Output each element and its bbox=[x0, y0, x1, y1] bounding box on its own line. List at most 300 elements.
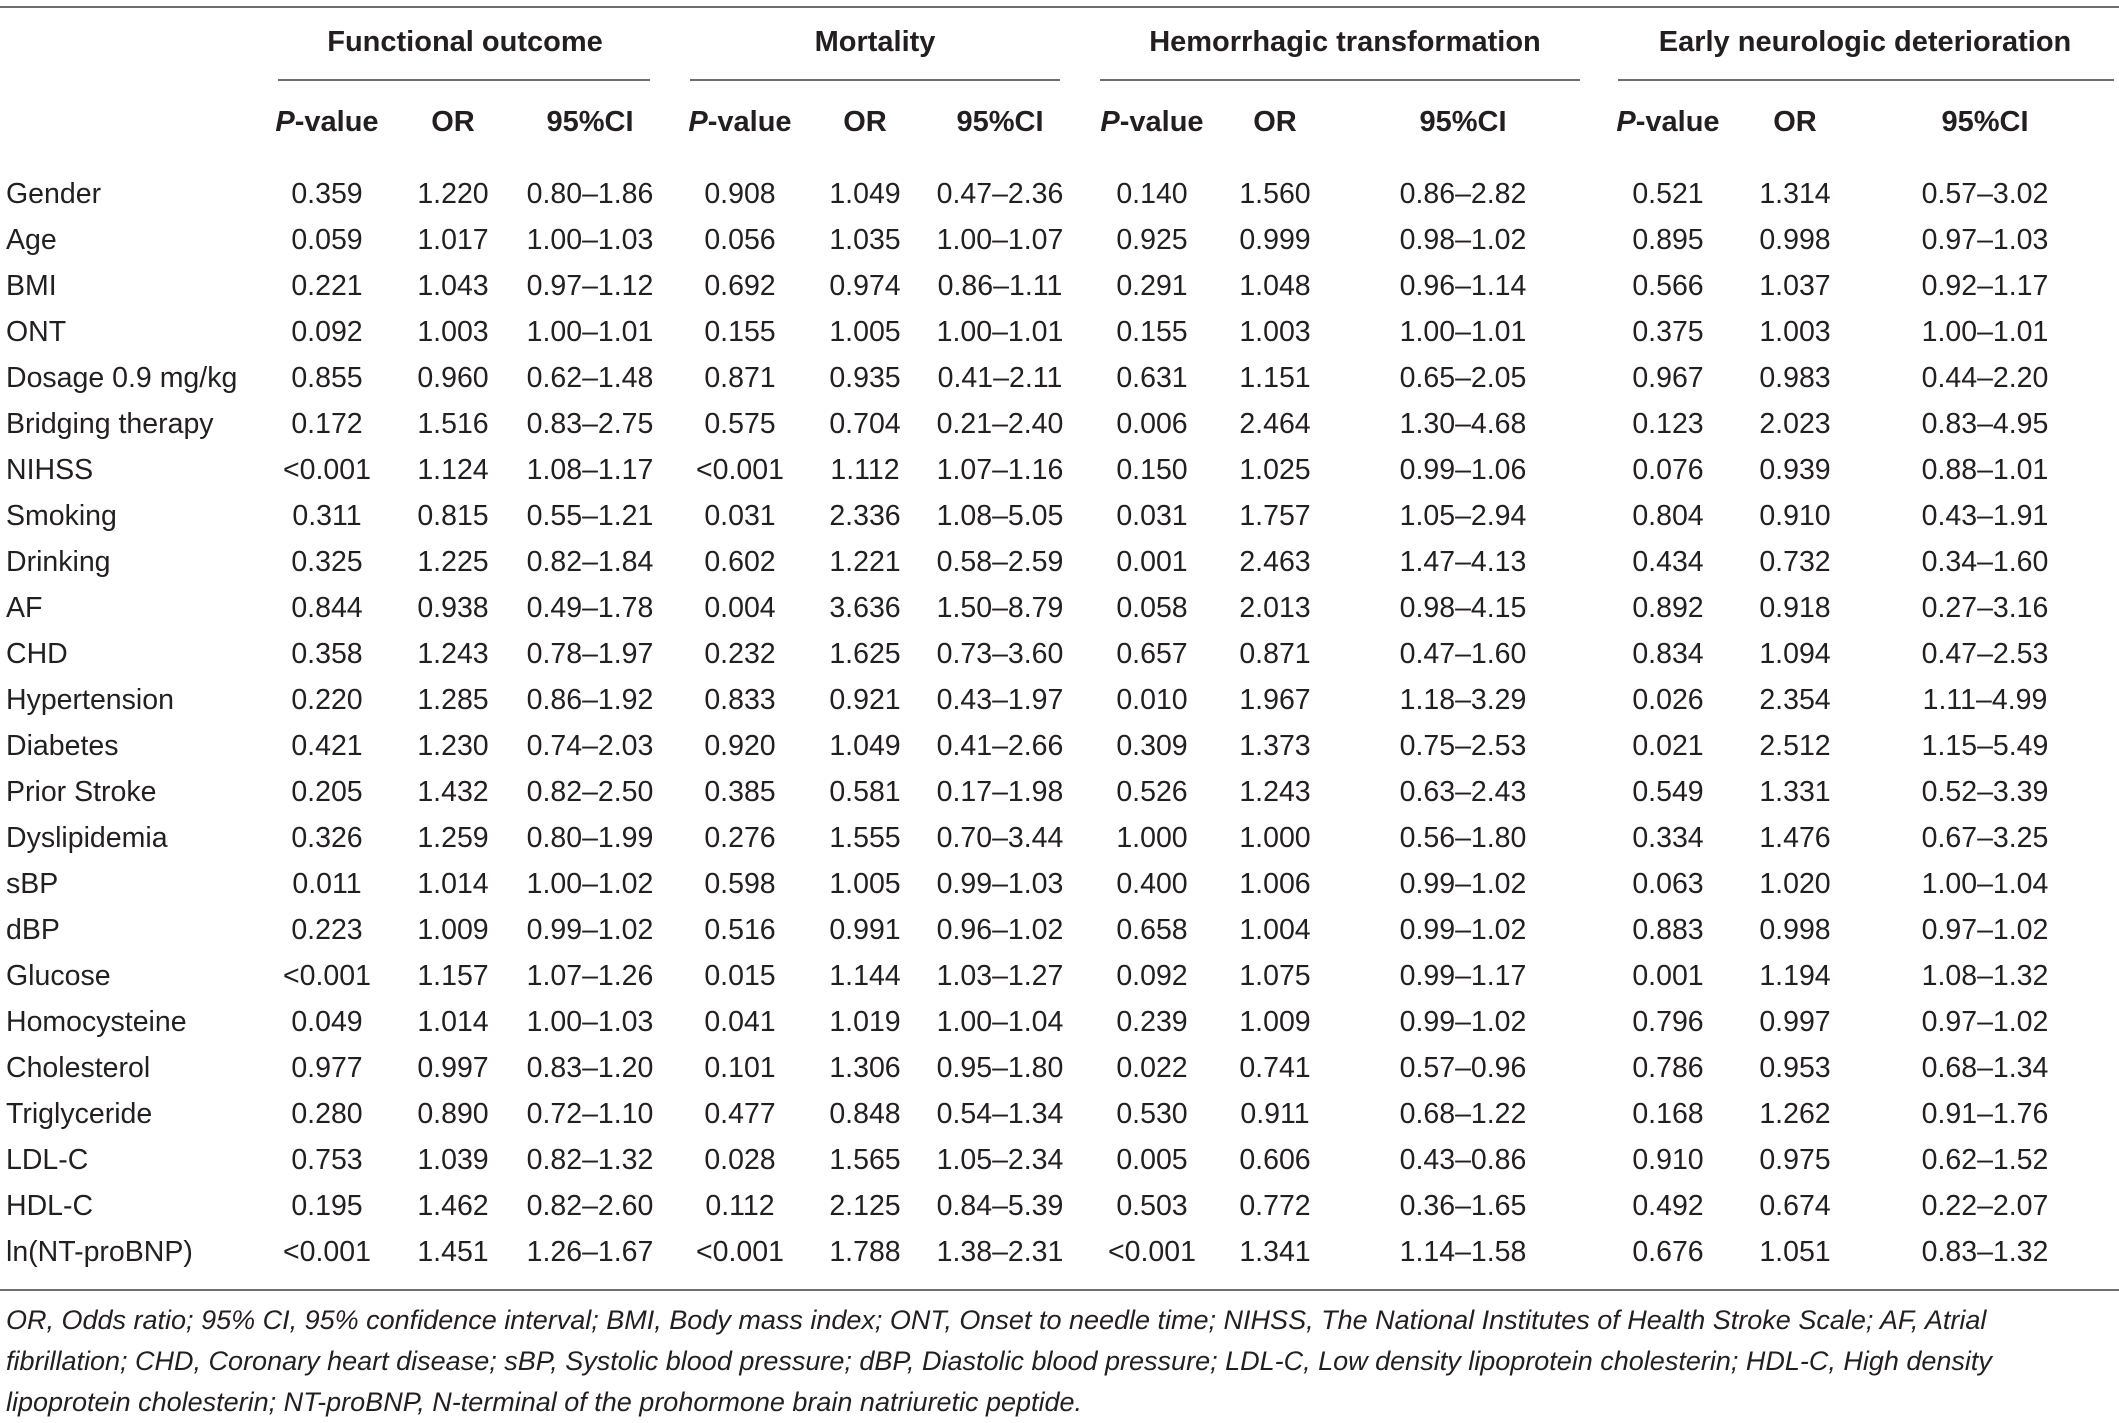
cell-or: 1.112 bbox=[830, 454, 900, 486]
table-row bbox=[0, 1137, 2119, 1183]
row-label: Bridging therapy bbox=[6, 408, 214, 440]
cell-95ci: 1.30–4.68 bbox=[1399, 408, 1527, 440]
cell-95ci: 1.47–4.13 bbox=[1399, 546, 1527, 578]
cell-or: 1.194 bbox=[1759, 960, 1831, 992]
table-row bbox=[0, 999, 2119, 1045]
cell-95ci: 0.62–1.52 bbox=[1921, 1144, 2049, 1176]
cell-95ci: 0.36–1.65 bbox=[1399, 1190, 1527, 1222]
cell-95ci: 0.86–1.11 bbox=[937, 270, 1063, 302]
column-header-or: OR bbox=[431, 106, 475, 138]
cell-or: 3.636 bbox=[829, 592, 901, 624]
cell-p-value: 0.434 bbox=[1632, 546, 1704, 578]
table-top-rule bbox=[0, 6, 2119, 8]
cell-95ci: 0.97–1.02 bbox=[1921, 1006, 2049, 1038]
cell-95ci: 1.11–4.99 bbox=[1922, 684, 2048, 716]
cell-95ci: 0.98–4.15 bbox=[1399, 592, 1527, 624]
cell-p-value: 0.001 bbox=[1632, 960, 1704, 992]
cell-or: 1.035 bbox=[829, 224, 901, 256]
cell-or: 1.014 bbox=[417, 868, 489, 900]
cell-p-value: 0.031 bbox=[1116, 500, 1188, 532]
group-title-mortality: Mortality bbox=[814, 26, 936, 58]
row-label: Gender bbox=[6, 178, 102, 210]
cell-p-value: 0.855 bbox=[291, 362, 363, 394]
table-row bbox=[0, 355, 2119, 401]
cell-or: 0.848 bbox=[829, 1098, 901, 1130]
cell-95ci: 0.47–1.60 bbox=[1399, 638, 1527, 670]
cell-or: 1.005 bbox=[829, 868, 901, 900]
cell-p-value: 0.092 bbox=[1116, 960, 1188, 992]
cell-p-value: 0.309 bbox=[1116, 730, 1188, 762]
cell-or: 1.516 bbox=[417, 408, 489, 440]
cell-p-value: 0.334 bbox=[1632, 822, 1704, 854]
cell-or: 1.151 bbox=[1239, 362, 1311, 394]
cell-or: 1.432 bbox=[417, 776, 489, 808]
cell-or: 1.051 bbox=[1759, 1236, 1831, 1268]
column-header-p-value: P-value bbox=[688, 106, 792, 138]
table-row bbox=[0, 1183, 2119, 1229]
cell-95ci: 0.54–1.34 bbox=[936, 1098, 1064, 1130]
cell-or: 1.000 bbox=[1239, 822, 1311, 854]
row-label: Prior Stroke bbox=[6, 776, 157, 808]
cell-95ci: 1.05–2.94 bbox=[1399, 500, 1527, 532]
cell-95ci: 0.70–3.44 bbox=[936, 822, 1064, 854]
cell-95ci: 1.00–1.03 bbox=[526, 224, 654, 256]
cell-or: 0.997 bbox=[417, 1052, 489, 1084]
cell-p-value: 0.385 bbox=[704, 776, 776, 808]
row-label: Dyslipidemia bbox=[6, 822, 168, 854]
column-header-p-value: P-value bbox=[1100, 106, 1204, 138]
cell-95ci: 0.34–1.60 bbox=[1921, 546, 2049, 578]
cell-p-value: 0.150 bbox=[1116, 454, 1188, 486]
table-row bbox=[0, 539, 2119, 585]
cell-p-value: 0.112 bbox=[705, 1190, 775, 1222]
cell-p-value: 0.232 bbox=[704, 638, 776, 670]
cell-p-value: 0.076 bbox=[1632, 454, 1704, 486]
cell-or: 2.023 bbox=[1759, 408, 1831, 440]
cell-95ci: 0.21–2.40 bbox=[936, 408, 1064, 440]
column-header-p-value: P-value bbox=[1616, 106, 1720, 138]
cell-or: 0.991 bbox=[829, 914, 901, 946]
table-footnote: OR, Odds ratio; 95% CI, 95% confidence interval; BMI, Body mass index; ONT, Onset to needle time; NIHSS, The National Institutes of Health Stroke Scale; AF, Atrial fibrillation; CHD, Coronary heart disease; sBP, Systolic blood pressure; dBP, Diastolic blood pressure; LDL-C, Low density lipoprotein cholesterin; HDL-C, High density lipoprotein cholesterin; NT-proBNP, N-terminal of the prohormone brain natriuretic peptide. bbox=[6, 1305, 1992, 1417]
cell-p-value: 0.549 bbox=[1632, 776, 1704, 808]
cell-or: 1.462 bbox=[417, 1190, 489, 1222]
cell-p-value: 0.375 bbox=[1632, 316, 1704, 348]
cell-or: 1.019 bbox=[829, 1006, 901, 1038]
cell-or: 0.741 bbox=[1239, 1052, 1311, 1084]
cell-or: 1.757 bbox=[1239, 500, 1311, 532]
cell-95ci: 0.68–1.34 bbox=[1921, 1052, 2049, 1084]
cell-p-value: 0.291 bbox=[1116, 270, 1188, 302]
group-underline bbox=[278, 79, 650, 81]
cell-p-value: 0.602 bbox=[704, 546, 776, 578]
cell-95ci: 0.97–1.12 bbox=[526, 270, 654, 302]
cell-or: 1.788 bbox=[829, 1236, 901, 1268]
cell-p-value: <0.001 bbox=[283, 454, 371, 486]
row-label: AF bbox=[6, 592, 43, 624]
cell-p-value: 0.010 bbox=[1116, 684, 1188, 716]
cell-p-value: 0.920 bbox=[704, 730, 776, 762]
cell-or: 1.009 bbox=[417, 914, 489, 946]
cell-p-value: 0.566 bbox=[1632, 270, 1704, 302]
cell-p-value: 0.492 bbox=[1632, 1190, 1704, 1222]
cell-95ci: 0.99–1.03 bbox=[936, 868, 1064, 900]
cell-p-value: 0.503 bbox=[1116, 1190, 1188, 1222]
cell-95ci: 1.00–1.03 bbox=[526, 1006, 654, 1038]
cell-p-value: 0.058 bbox=[1116, 592, 1188, 624]
cell-95ci: 1.00–1.01 bbox=[936, 316, 1064, 348]
cell-95ci: 1.08–1.17 bbox=[526, 454, 654, 486]
cell-95ci: 1.00–1.01 bbox=[1399, 316, 1527, 348]
column-header-95ci: 95%CI bbox=[1941, 106, 2029, 138]
cell-p-value: 0.059 bbox=[291, 224, 363, 256]
table-row bbox=[0, 861, 2119, 907]
cell-or: 0.935 bbox=[829, 362, 901, 394]
row-label: Triglyceride bbox=[6, 1098, 153, 1130]
cell-or: 2.464 bbox=[1239, 408, 1311, 440]
cell-p-value: 0.195 bbox=[291, 1190, 363, 1222]
row-label: Smoking bbox=[6, 500, 117, 532]
cell-p-value: 0.276 bbox=[704, 822, 776, 854]
row-label: Hypertension bbox=[6, 684, 174, 716]
cell-or: 0.674 bbox=[1759, 1190, 1831, 1222]
cell-p-value: 0.022 bbox=[1116, 1052, 1188, 1084]
cell-p-value: 0.871 bbox=[704, 362, 776, 394]
table-row bbox=[0, 401, 2119, 447]
cell-or: 0.997 bbox=[1759, 1006, 1831, 1038]
cell-or: 0.998 bbox=[1759, 914, 1831, 946]
row-label: CHD bbox=[6, 638, 68, 670]
cell-or: 0.999 bbox=[1239, 224, 1311, 256]
cell-p-value: 1.000 bbox=[1116, 822, 1188, 854]
cell-or: 0.815 bbox=[417, 500, 489, 532]
cell-95ci: 0.82–2.60 bbox=[526, 1190, 654, 1222]
cell-or: 1.039 bbox=[417, 1144, 489, 1176]
cell-95ci: 0.57–0.96 bbox=[1399, 1052, 1527, 1084]
cell-95ci: 0.22–2.07 bbox=[1921, 1190, 2049, 1222]
group-underline bbox=[690, 79, 1060, 81]
cell-p-value: 0.516 bbox=[704, 914, 776, 946]
row-label: NIHSS bbox=[6, 454, 94, 486]
table-row bbox=[0, 1045, 2119, 1091]
cell-p-value: 0.063 bbox=[1632, 868, 1704, 900]
cell-95ci: 0.86–2.82 bbox=[1399, 178, 1527, 210]
cell-or: 1.243 bbox=[1239, 776, 1311, 808]
cell-p-value: 0.967 bbox=[1632, 362, 1704, 394]
cell-p-value: 0.056 bbox=[704, 224, 776, 256]
cell-or: 1.049 bbox=[829, 178, 901, 210]
cell-95ci: 0.99–1.02 bbox=[1399, 1006, 1527, 1038]
cell-95ci: 0.43–1.91 bbox=[1921, 500, 2049, 532]
cell-95ci: 1.00–1.07 bbox=[936, 224, 1064, 256]
cell-95ci: 0.82–2.50 bbox=[526, 776, 654, 808]
cell-or: 1.005 bbox=[829, 316, 901, 348]
row-label: Dosage 0.9 mg/kg bbox=[6, 362, 238, 394]
cell-95ci: 0.57–3.02 bbox=[1921, 178, 2049, 210]
cell-p-value: 0.526 bbox=[1116, 776, 1188, 808]
cell-or: 0.998 bbox=[1759, 224, 1831, 256]
cell-95ci: 1.03–1.27 bbox=[936, 960, 1064, 992]
cell-p-value: 0.005 bbox=[1116, 1144, 1188, 1176]
table-body bbox=[0, 171, 2119, 1275]
cell-95ci: 0.99–1.02 bbox=[1399, 914, 1527, 946]
cell-95ci: 0.82–1.32 bbox=[526, 1144, 654, 1176]
cell-p-value: 0.844 bbox=[291, 592, 363, 624]
cell-95ci: 1.00–1.04 bbox=[1921, 868, 2049, 900]
cell-95ci: 0.58–2.59 bbox=[936, 546, 1064, 578]
cell-p-value: 0.221 bbox=[291, 270, 363, 302]
cell-p-value: 0.049 bbox=[291, 1006, 363, 1038]
cell-or: 0.918 bbox=[1759, 592, 1831, 624]
row-label: Age bbox=[6, 224, 57, 256]
cell-95ci: 0.41–2.66 bbox=[936, 730, 1064, 762]
column-header-or: OR bbox=[1773, 106, 1817, 138]
cell-p-value: 0.168 bbox=[1632, 1098, 1704, 1130]
group-underline bbox=[1618, 79, 2114, 81]
cell-95ci: 0.47–2.53 bbox=[1921, 638, 2049, 670]
cell-or: 2.512 bbox=[1759, 730, 1831, 762]
cell-or: 0.871 bbox=[1239, 638, 1311, 670]
table-row bbox=[0, 907, 2119, 953]
column-header-or: OR bbox=[1253, 106, 1297, 138]
cell-95ci: 0.86–1.92 bbox=[526, 684, 654, 716]
cell-95ci: 1.00–1.01 bbox=[526, 316, 654, 348]
cell-or: 1.243 bbox=[417, 638, 489, 670]
table-row bbox=[0, 217, 2119, 263]
cell-p-value: 0.833 bbox=[704, 684, 776, 716]
cell-p-value: 0.172 bbox=[291, 408, 363, 440]
group-title-functional-outcome: Functional outcome bbox=[327, 26, 603, 58]
cell-or: 1.020 bbox=[1759, 868, 1831, 900]
cell-p-value: <0.001 bbox=[283, 960, 371, 992]
row-label: dBP bbox=[6, 914, 60, 946]
cell-or: 1.331 bbox=[1759, 776, 1831, 808]
cell-or: 1.373 bbox=[1239, 730, 1311, 762]
cell-or: 0.953 bbox=[1759, 1052, 1831, 1084]
cell-p-value: 0.101 bbox=[704, 1052, 776, 1084]
cell-p-value: 0.011 bbox=[292, 868, 362, 900]
cell-or: 1.003 bbox=[417, 316, 489, 348]
cell-95ci: 0.80–1.86 bbox=[526, 178, 654, 210]
cell-95ci: 0.80–1.99 bbox=[526, 822, 654, 854]
row-label: HDL-C bbox=[6, 1190, 94, 1222]
cell-or: 1.220 bbox=[417, 178, 489, 210]
cell-95ci: 1.05–2.34 bbox=[936, 1144, 1064, 1176]
cell-95ci: 0.62–1.48 bbox=[526, 362, 654, 394]
cell-p-value: 0.657 bbox=[1116, 638, 1188, 670]
cell-or: 1.043 bbox=[417, 270, 489, 302]
cell-95ci: 0.96–1.14 bbox=[1399, 270, 1527, 302]
cell-or: 2.013 bbox=[1239, 592, 1311, 624]
cell-95ci: 0.56–1.80 bbox=[1399, 822, 1527, 854]
cell-or: 1.003 bbox=[1759, 316, 1831, 348]
cell-or: 1.560 bbox=[1239, 178, 1311, 210]
cell-or: 1.262 bbox=[1759, 1098, 1831, 1130]
cell-p-value: 0.239 bbox=[1116, 1006, 1188, 1038]
cell-p-value: 0.400 bbox=[1116, 868, 1188, 900]
cell-p-value: 0.220 bbox=[291, 684, 363, 716]
cell-p-value: 0.140 bbox=[1116, 178, 1188, 210]
column-header-or: OR bbox=[843, 106, 887, 138]
cell-or: 1.017 bbox=[417, 224, 489, 256]
cell-or: 1.144 bbox=[829, 960, 901, 992]
cell-95ci: 1.15–5.49 bbox=[1921, 730, 2049, 762]
group-underline bbox=[1100, 79, 1580, 81]
cell-or: 1.565 bbox=[829, 1144, 901, 1176]
cell-or: 1.006 bbox=[1239, 868, 1311, 900]
cell-or: 1.341 bbox=[1239, 1236, 1311, 1268]
cell-or: 1.094 bbox=[1759, 638, 1831, 670]
column-header-95ci: 95%CI bbox=[956, 106, 1044, 138]
cell-or: 2.336 bbox=[829, 500, 901, 532]
cell-95ci: 0.83–1.32 bbox=[1921, 1236, 2049, 1268]
column-header-p-value: P-value bbox=[275, 106, 379, 138]
cell-p-value: 0.977 bbox=[291, 1052, 363, 1084]
cell-95ci: 0.99–1.17 bbox=[1399, 960, 1527, 992]
cell-or: 1.004 bbox=[1239, 914, 1311, 946]
cell-p-value: 0.031 bbox=[704, 500, 776, 532]
cell-p-value: <0.001 bbox=[1108, 1236, 1196, 1268]
cell-95ci: 0.52–3.39 bbox=[1921, 776, 2049, 808]
cell-p-value: 0.358 bbox=[291, 638, 363, 670]
row-label: Homocysteine bbox=[6, 1006, 187, 1038]
cell-95ci: 1.08–1.32 bbox=[1921, 960, 2049, 992]
table-row bbox=[0, 1229, 2119, 1275]
cell-or: 1.314 bbox=[1759, 178, 1831, 210]
cell-or: 0.983 bbox=[1759, 362, 1831, 394]
cell-or: 0.581 bbox=[829, 776, 901, 808]
cell-95ci: 1.18–3.29 bbox=[1399, 684, 1527, 716]
cell-95ci: 0.99–1.02 bbox=[526, 914, 654, 946]
cell-or: 1.075 bbox=[1239, 960, 1311, 992]
cell-p-value: 0.092 bbox=[291, 316, 363, 348]
cell-95ci: 0.91–1.76 bbox=[1921, 1098, 2049, 1130]
cell-or: 2.125 bbox=[829, 1190, 901, 1222]
cell-or: 0.732 bbox=[1759, 546, 1831, 578]
table-row bbox=[0, 493, 2119, 539]
cell-95ci: 0.72–1.10 bbox=[526, 1098, 654, 1130]
cell-p-value: 0.006 bbox=[1116, 408, 1188, 440]
cell-p-value: 0.598 bbox=[704, 868, 776, 900]
cell-95ci: 1.07–1.16 bbox=[936, 454, 1064, 486]
table-row bbox=[0, 585, 2119, 631]
cell-95ci: 0.96–1.02 bbox=[936, 914, 1064, 946]
cell-p-value: 0.658 bbox=[1116, 914, 1188, 946]
cell-p-value: 0.205 bbox=[291, 776, 363, 808]
cell-95ci: 0.73–3.60 bbox=[936, 638, 1064, 670]
table-row bbox=[0, 1091, 2119, 1137]
table-row bbox=[0, 769, 2119, 815]
row-label: LDL-C bbox=[6, 1144, 89, 1176]
cell-95ci: 0.68–1.22 bbox=[1399, 1098, 1527, 1130]
cell-or: 2.463 bbox=[1239, 546, 1311, 578]
cell-95ci: 0.63–2.43 bbox=[1399, 776, 1527, 808]
row-label: Cholesterol bbox=[6, 1052, 151, 1084]
cell-or: 1.048 bbox=[1239, 270, 1311, 302]
cell-or: 1.451 bbox=[417, 1236, 489, 1268]
cell-or: 1.124 bbox=[417, 454, 489, 486]
cell-95ci: 0.41–2.11 bbox=[937, 362, 1063, 394]
cell-95ci: 0.27–3.16 bbox=[1921, 592, 2049, 624]
table-row bbox=[0, 447, 2119, 493]
group-title-early-neurologic-deterioration: Early neurologic deterioration bbox=[1658, 26, 2072, 58]
cell-or: 0.938 bbox=[417, 592, 489, 624]
table-row bbox=[0, 309, 2119, 355]
cell-p-value: 0.028 bbox=[704, 1144, 776, 1176]
cell-p-value: 0.883 bbox=[1632, 914, 1704, 946]
cell-95ci: 1.00–1.04 bbox=[936, 1006, 1064, 1038]
cell-95ci: 0.44–2.20 bbox=[1921, 362, 2049, 394]
cell-or: 0.890 bbox=[417, 1098, 489, 1130]
cell-95ci: 1.00–1.02 bbox=[526, 868, 654, 900]
cell-95ci: 1.38–2.31 bbox=[936, 1236, 1064, 1268]
cell-p-value: <0.001 bbox=[283, 1236, 371, 1268]
cell-95ci: 0.84–5.39 bbox=[936, 1190, 1064, 1222]
cell-or: 0.606 bbox=[1239, 1144, 1311, 1176]
cell-95ci: 1.08–5.05 bbox=[936, 500, 1064, 532]
cell-p-value: 0.021 bbox=[1632, 730, 1704, 762]
table-row bbox=[0, 263, 2119, 309]
cell-p-value: 0.575 bbox=[704, 408, 776, 440]
column-header-95ci: 95%CI bbox=[1419, 106, 1507, 138]
row-label: sBP bbox=[6, 868, 59, 900]
cell-95ci: 0.83–1.20 bbox=[526, 1052, 654, 1084]
cell-95ci: 0.98–1.02 bbox=[1399, 224, 1527, 256]
cell-or: 0.975 bbox=[1759, 1144, 1831, 1176]
cell-or: 1.625 bbox=[829, 638, 901, 670]
cell-95ci: 0.83–2.75 bbox=[526, 408, 654, 440]
row-label: Diabetes bbox=[6, 730, 119, 762]
row-label: Drinking bbox=[6, 546, 111, 578]
cell-p-value: 0.325 bbox=[291, 546, 363, 578]
cell-95ci: 0.67–3.25 bbox=[1921, 822, 2049, 854]
cell-p-value: <0.001 bbox=[696, 454, 784, 486]
row-label: BMI bbox=[6, 270, 57, 302]
table-row bbox=[0, 171, 2119, 217]
cell-95ci: 0.99–1.06 bbox=[1399, 454, 1527, 486]
cell-or: 1.014 bbox=[417, 1006, 489, 1038]
cell-95ci: 0.82–1.84 bbox=[526, 546, 654, 578]
cell-95ci: 0.47–2.36 bbox=[936, 178, 1064, 210]
cell-95ci: 0.92–1.17 bbox=[1921, 270, 2049, 302]
table-row bbox=[0, 953, 2119, 999]
cell-p-value: 0.015 bbox=[704, 960, 776, 992]
cell-p-value: 0.155 bbox=[704, 316, 776, 348]
cell-or: 1.157 bbox=[417, 960, 489, 992]
cell-p-value: 0.280 bbox=[291, 1098, 363, 1130]
cell-or: 0.772 bbox=[1239, 1190, 1311, 1222]
cell-or: 2.354 bbox=[1759, 684, 1831, 716]
cell-p-value: 0.530 bbox=[1116, 1098, 1188, 1130]
cell-p-value: 0.311 bbox=[292, 500, 362, 532]
table-row bbox=[0, 723, 2119, 769]
table-bottom-rule bbox=[0, 1289, 2119, 1291]
cell-95ci: 0.95–1.80 bbox=[936, 1052, 1064, 1084]
cell-p-value: 0.004 bbox=[704, 592, 776, 624]
cell-p-value: 0.359 bbox=[291, 178, 363, 210]
cell-or: 1.049 bbox=[829, 730, 901, 762]
cell-or: 1.306 bbox=[829, 1052, 901, 1084]
cell-or: 1.967 bbox=[1239, 684, 1311, 716]
cell-or: 0.910 bbox=[1759, 500, 1831, 532]
row-label: ln(NT-proBNP) bbox=[6, 1236, 193, 1268]
cell-95ci: 1.07–1.26 bbox=[526, 960, 654, 992]
cell-or: 1.230 bbox=[417, 730, 489, 762]
cell-95ci: 1.00–1.01 bbox=[1921, 316, 2049, 348]
cell-95ci: 0.88–1.01 bbox=[1921, 454, 2049, 486]
cell-or: 1.476 bbox=[1759, 822, 1831, 854]
cell-p-value: 0.753 bbox=[291, 1144, 363, 1176]
cell-95ci: 0.43–0.86 bbox=[1399, 1144, 1527, 1176]
